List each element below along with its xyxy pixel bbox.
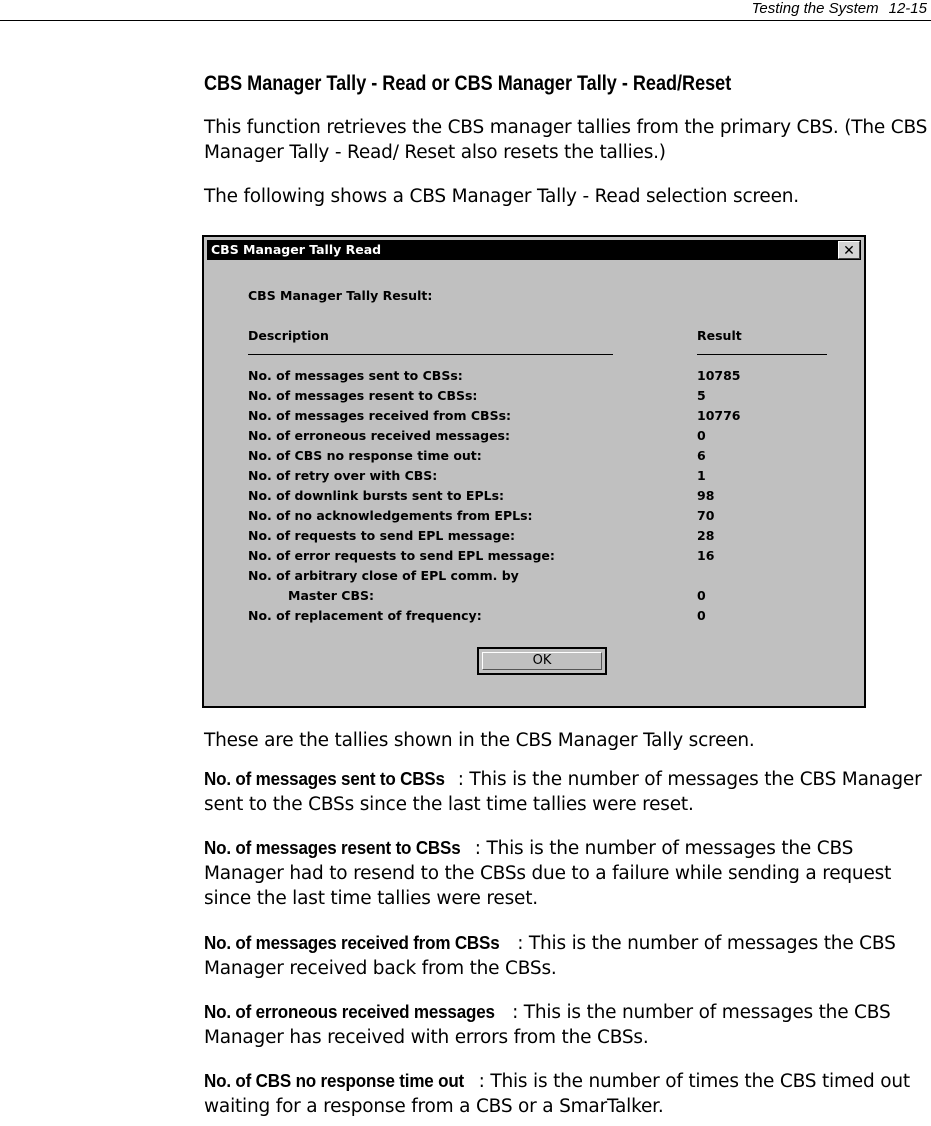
tally-description-continued [248,588,374,603]
tally-value: 10776 [697,408,741,423]
tally-row [248,428,848,448]
tally-description: No. of requests to send EPL message: [248,528,515,543]
close-icon[interactable]: ✕ [838,241,860,259]
tally-description: No. of arbitrary close of EPL comm. by [248,568,519,583]
tally-value: 70 [697,508,715,523]
ok-button[interactable] [477,647,607,675]
result-heading: CBS Manager Tally Result: [248,288,433,303]
tally-description: Master CBS: [288,588,374,603]
term-label: No. of messages received from CBSs [204,932,500,953]
tally-value: 1 [697,468,706,483]
tally-row [248,468,848,488]
term-label: No. of erroneous received messages [204,1001,495,1022]
running-head-section: Testing the System [751,0,879,17]
tally-value: 98 [697,488,715,503]
tally-row [248,448,848,468]
tally-row [248,588,848,608]
tally-value: 0 [697,428,706,443]
running-head [752,0,927,17]
tally-value: 16 [697,548,715,563]
term-paragraph [204,835,928,911]
tally-value: 6 [697,448,706,463]
term-label: No. of messages sent to CBSs [204,768,445,789]
term-description: : This is the number of times the CBS timed out waiting for a response from a CBS or a SmarTalker. [204,1071,910,1117]
term-label: No. of CBS no response time out [204,1070,465,1091]
tally-description: No. of downlink bursts sent to EPLs: [248,488,505,503]
tally-value: 0 [697,608,706,623]
tally-description: No. of messages received from CBSs: [248,408,512,423]
dialog-title-bar [207,240,861,260]
after-dialog-paragraph: These are the tallies shown in the CBS Manager Tally screen. [204,730,755,751]
column-header-result: Result [697,328,742,343]
term-label: No. of messages resent to CBSs [204,837,461,858]
tally-description: No. of replacement of frequency: [248,608,482,623]
term-description: : This is the number of messages the CBS Manager sent to the CBSs since the last time tallies were reset. [204,769,922,815]
result-rule [697,354,827,355]
term-paragraph [204,999,928,1050]
tally-description: No. of no acknowledgements from EPLs: [248,508,533,523]
tally-row [248,608,848,628]
tally-row [248,488,848,508]
tally-description: No. of CBS no response time out: [248,448,482,463]
term-paragraph [204,766,928,817]
tally-value: 5 [697,388,706,403]
intro-paragraph-2: The following shows a CBS Manager Tally - Read selection screen. [204,186,799,207]
term-description: : This is the number of messages the CBS Manager has received with errors from the CBSs. [204,1002,891,1048]
tally-description: No. of error requests to send EPL message: [248,548,555,563]
ok-button-label: OK [482,652,602,670]
term-paragraph [204,1068,928,1119]
tally-description: No. of retry over with CBS: [248,468,438,483]
tally-value: 10785 [697,368,741,383]
tally-row [248,408,848,428]
tally-dialog [202,235,866,708]
section-title: CBS Manager Tally - Read or CBS Manager Tally - Read/Reset [204,72,732,95]
tally-description: No. of messages sent to CBSs: [248,368,463,383]
tally-description: No. of erroneous received messages: [248,428,510,443]
term-description: : This is the number of messages the CBS Manager received back from the CBSs. [204,933,896,979]
description-rule [248,354,613,355]
page-number: 12-15 [888,0,927,17]
tally-description: No. of messages resent to CBSs: [248,388,478,403]
tally-row [248,568,848,588]
tally-rows [248,368,848,628]
term-description: : This is the number of messages the CBS Manager had to resend to the CBSs due to a failure while sending a request since the last time tallies were reset. [204,838,892,909]
dialog-title: CBS Manager Tally Read [211,242,382,257]
tally-row [248,508,848,528]
tally-value: 0 [697,588,706,603]
column-header-description: Description [248,328,329,343]
tally-value: 28 [697,528,715,543]
header-rule [0,20,931,21]
tally-row [248,388,848,408]
intro-paragraph-1: This function retrieves the CBS manager tallies from the primary CBS. (The CBS Manager Tally - Read/ Reset also resets the tallies.) [204,117,928,163]
tally-row [248,368,848,388]
tally-row [248,548,848,568]
tally-row [248,528,848,548]
term-paragraph [204,930,928,981]
